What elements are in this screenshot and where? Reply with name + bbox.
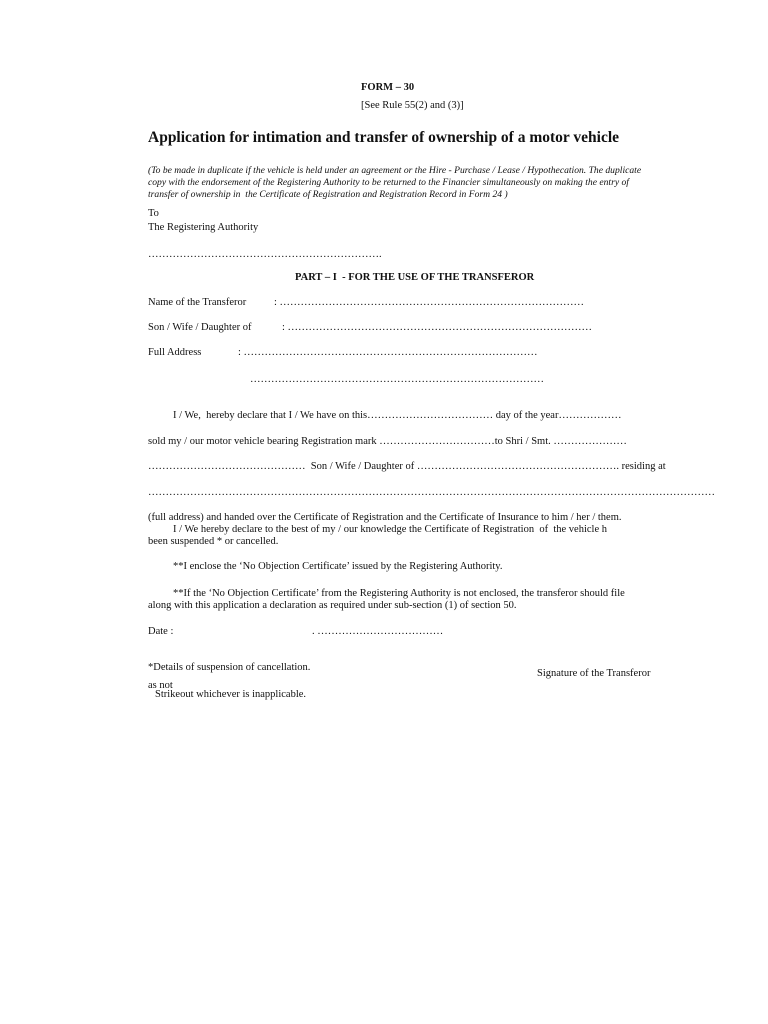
date-field[interactable]: . ……………………………… [312,626,444,637]
note-line: (To be made in duplicate if the vehicle is held under an agreement or the Hire - Purchase / Lease / Hypothecation. The duplicate [148,165,642,176]
strikeout-note: Strikeout whichever is inapplicable. [155,689,307,700]
signature-label: Signature of the Transferor [537,668,651,679]
part-heading: PART – I - FOR THE USE OF THE TRANSFEROR [295,272,535,283]
noc-note-line: along with this application a declaration as required under sub-section (1) of section 50. [148,600,517,611]
declaration-line: I / We hereby declare to the best of my / our knowledge the Certificate of Registration of the vehicle h [173,524,607,535]
note-line: copy with the endorsement of the Registering Authority to be returned to the Financier simultaneously on making the entry of [148,177,629,188]
as-not-text: as not [148,680,173,691]
transferor-name-label: Name of the Transferor [148,297,247,308]
declaration-line: ……………………………………… Son / Wife / Daughter of …………………………………………………. residing at [148,461,666,472]
noc-note-line: **If the ‘No Objection Certificate’ from the Registering Authority is not enclosed, the transferor should file [173,588,625,599]
transferor-name-field[interactable]: : …………………………………………………………………………… [274,297,585,308]
full-address-field[interactable]: : ………………………………………………………………………… [238,347,538,358]
note-line: transfer of ownership in the Certificate of Registration and Registration Record in Form 24 ) [148,189,508,200]
form-number: FORM – 30 [361,82,415,93]
full-address-label: Full Address [148,347,202,358]
declaration-line: I / We, hereby declare that I / We have on this……………………………… day of the year……………… [173,410,622,421]
addressee-to: To [148,208,159,219]
relation-label: Son / Wife / Daughter of [148,322,252,333]
page-title: Application for intimation and transfer of ownership of a motor vehicle [148,129,620,146]
addressee-authority: The Registering Authority [148,222,259,233]
rule-reference: [See Rule 55(2) and (3)] [361,100,464,111]
declaration-line: (full address) and handed over the Certificate of Registration and the Certificate of Insurance to him / her / them. [148,512,622,523]
declaration-line: ……………………………………………………………………………………………………………………………………………… [148,487,715,498]
date-label: Date : [148,626,174,637]
full-address-field-cont[interactable]: ………………………………………………………………………… [250,374,544,385]
addressee-blank: …………………………………………………………. [148,249,382,260]
relation-field[interactable]: : …………………………………………………………………………… [282,322,593,333]
declaration-line: been suspended * or cancelled. [148,536,279,547]
noc-enclose-line: **I enclose the ‘No Objection Certificate’ issued by the Registering Authority. [173,561,503,572]
suspension-note: *Details of suspension of cancellation. [148,662,311,673]
declaration-line: sold my / our motor vehicle bearing Registration mark ……………………………to Shri / Smt. ………………… [148,436,627,447]
